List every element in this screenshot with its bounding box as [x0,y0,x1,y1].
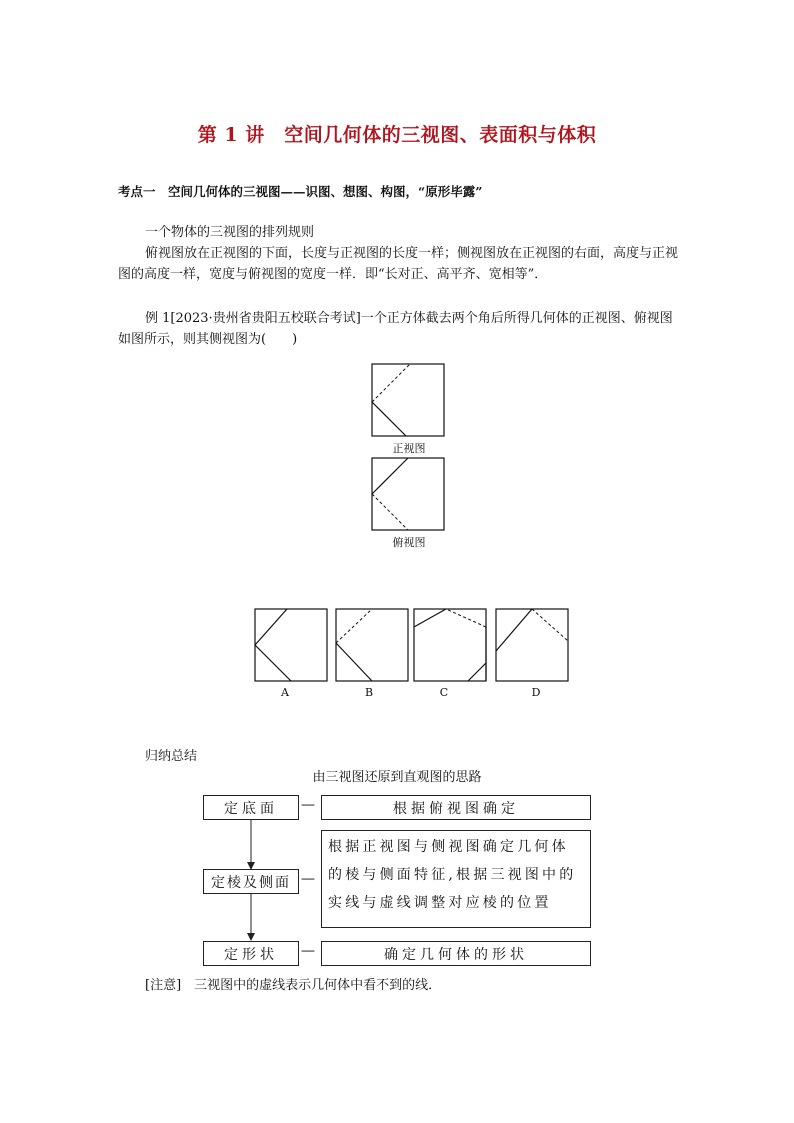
flow-desc-bottom-face: 根据俯视图确定 [321,795,591,820]
page-title: 第 1 讲 空间几何体的三视图、表面积与体积 [197,124,597,146]
note: [注意] 三视图中的虚线表示几何体中看不到的线． [145,978,442,993]
connector-3: — [301,943,315,959]
front-view-label: 正视图 [392,442,426,455]
option-d-figure [494,607,570,683]
section-heading: 考点一 空间几何体的三视图——识图、想图、构图，“原形毕露” [118,184,483,199]
connector-2: — [301,871,315,887]
summary-heading: 归纳总结 [145,749,198,764]
top-view-label: 俯视图 [392,536,426,549]
example-text: 例 1[2023·贵州省贵阳五校联合考试]一个正方体截去两个角后所得几何体的正视图、俯视图如图所示，则其侧视图为( ) [118,311,673,347]
flow-step-bottom-face: 定底面 [203,795,299,820]
flow-desc-shape: 确定几何体的形状 [321,941,591,966]
top-view-figure [370,456,448,534]
rule-text: 俯视图放在正视图的下面，长度与正视图的长度一样；侧视图放在正视图的右面，高度与正视图的高度一样，宽度与俯视图的宽度一样．即“长对正、高平齐、宽相等”． [118,246,679,282]
front-view-figure [370,362,448,438]
rule-heading: 一个物体的三视图的排列规则 [145,225,315,240]
option-a-figure [253,607,329,683]
option-b-figure [334,607,410,683]
connector-1: — [301,797,315,813]
option-c-label: C [439,686,449,699]
option-d-label: D [531,686,541,699]
option-a-label: A [281,686,289,699]
flow-step-shape: 定形状 [203,941,299,966]
option-b-label: B [364,686,374,699]
flow-step-edges-sides: 定棱及侧面 [203,869,299,894]
flow-desc-edges-sides: 根据正视图与侧视图确定几何体的棱与侧面特征,根据三视图中的实线与虚线调整对应棱的位置 [321,830,591,928]
flow-title: 由三视图还原到直观图的思路 [312,770,482,785]
option-c-figure [412,607,488,683]
